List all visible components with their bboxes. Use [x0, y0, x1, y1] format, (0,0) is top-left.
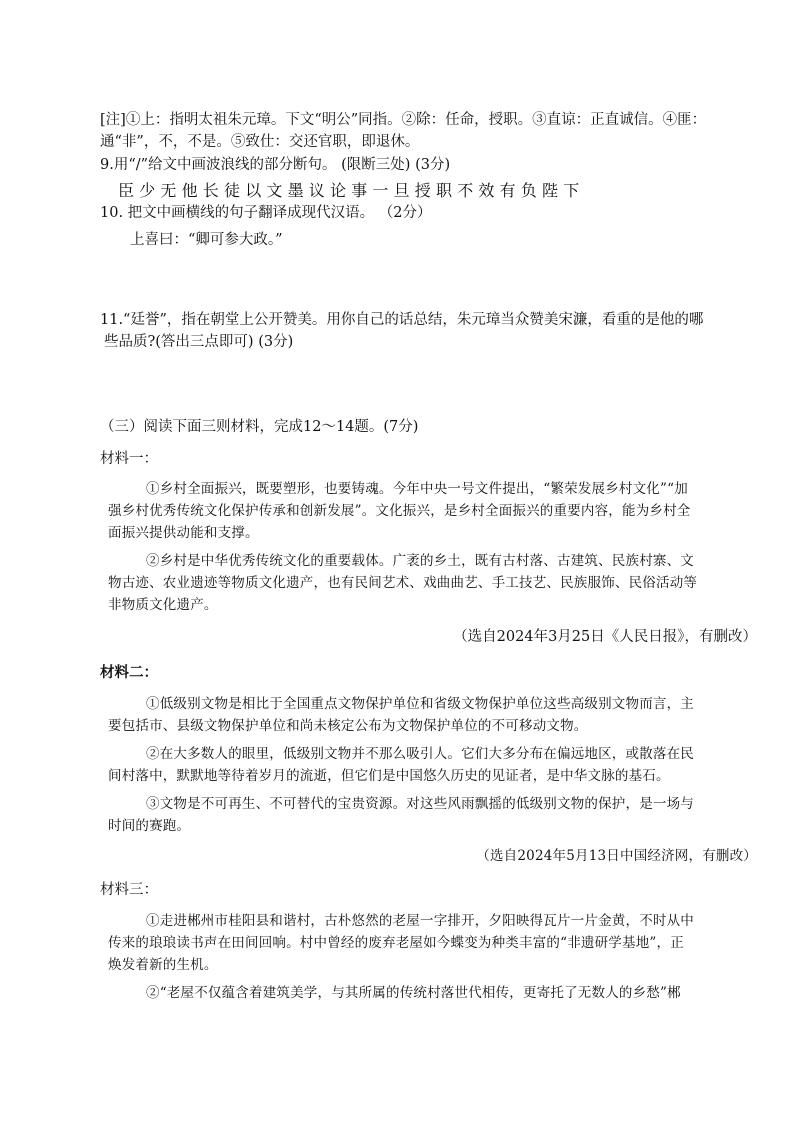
material-2-p2-line-1: ②在大多数人的眼里，低级别文物并不那么吸引人。它们大多分布在偏远地区，或散落在民 [146, 746, 694, 762]
question-9-prompt: 9.用“/”给文中画波浪线的部分断句。 (限断三处) (3分) [100, 157, 451, 173]
material-2-p1-line-1: ①低级别文物是相比于全国重点文物保护单位和省级文物保护单位这些高级别文物而言，主 [146, 696, 694, 712]
material-3-p2-line-1: ②“老屋不仅蕴含着建筑美学，与其所属的传统村落世代相传，更寄托了无数人的乡愁”郴 [146, 985, 681, 1001]
material-2-p2-line-2: 间村落中，默默地等待着岁月的流逝，但它们是中国悠久历史的见证者，是中华文脉的基石。 [108, 768, 670, 784]
material-1-p2-line-3: 非物质文化遗产。 [108, 597, 218, 613]
material-2-p3-line-1: ③文物是不可再生、不可替代的宝贵资源。对这些风雨飘摇的低级别文物的保护，是一场与 [146, 796, 694, 812]
material-3-label: 材料三： [100, 882, 158, 898]
material-3-p1-line-1: ①走进郴州市桂阳县和谐村，古朴悠然的老屋一字排开，夕阳映得瓦片一片金黄，不时从中 [146, 913, 694, 929]
question-10-sentence: 上喜曰：“卿可参大政。” [130, 232, 283, 248]
material-3-p1-line-2: 传来的琅琅读书声在田间回响。村中曾经的废弃老屋如今蝶变为种类丰富的“非遗研学基地”，正 [108, 935, 684, 951]
question-11-line-1: 11.“廷誉”，指在朝堂上公开赞美。用你自己的话总结，朱元璋当众赞美宋濂，看重的是他的哪 [100, 312, 704, 328]
material-1-p1-line-2: 强乡村优秀传统文化保护传承和创新发展”。文化振兴，是乡村全面振兴的重要内容，能为乡村全 [108, 503, 691, 519]
annotation-line-2: 通“非”，不，不是。⑤致仕：交还官职，即退休。 [100, 134, 420, 150]
material-3-p1-line-3: 焕发着新的生机。 [108, 957, 218, 973]
material-2-source: （选自2024年5月13日中国经济网，有删改） [476, 848, 757, 864]
material-2-p1-line-2: 要包括市、县级文物保护单位和尚未核定公布为文物保护单位的不可移动文物。 [108, 718, 588, 734]
material-1-p2-line-2: 物古迹、农业遗迹等物质文化遗产，也有民间艺术、戏曲曲艺、手工技艺、民族服饰、民俗活动等 [108, 575, 698, 591]
question-11-line-2: 些品质?(答出三点即可) (3分) [104, 334, 294, 350]
material-1-p1-line-1: ①乡村全面振兴，既要塑形，也要铸魂。今年中央一号文件提出，“繁荣发展乡村文化”“加 [146, 481, 688, 497]
question-10-prompt: 10. 把文中画横线的句子翻译成现代汉语。 （2分） [100, 205, 432, 221]
question-9-passage: 臣少无他长徒以文墨议论事一旦授职不效有负陛下 [118, 181, 585, 200]
material-1-p1-line-3: 面振兴提供动能和支撑。 [108, 525, 259, 541]
section-3-heading: （三）阅读下面三则材料，完成12～14题。(7分) [100, 419, 419, 435]
material-1-label: 材料一： [100, 451, 158, 467]
annotation-line-1: [注]①上：指明太祖朱元璋。下文“明公”同指。②除：任命，授职。③直谅：正直诚信。④匪： [100, 112, 707, 128]
material-1-p2-line-1: ②乡村是中华优秀传统文化的重要载体。广袤的乡土，既有古村落、古建筑、民族村寨、文 [146, 553, 694, 569]
material-2-label: 材料二： [100, 664, 158, 681]
material-2-p3-line-2: 时间的赛跑。 [108, 818, 191, 834]
material-1-source: （选自2024年3月25日《人民日报》，有删改） [453, 629, 757, 645]
